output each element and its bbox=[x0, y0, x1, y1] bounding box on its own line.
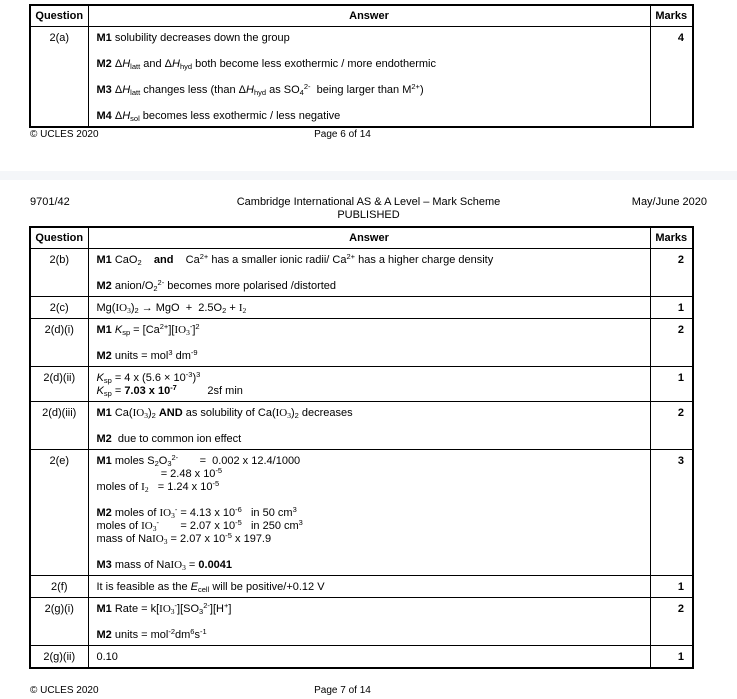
marks-cell: 2 bbox=[650, 249, 693, 297]
page7-header bbox=[0, 196, 737, 222]
copyright-text: © UCLES 2020 bbox=[30, 129, 99, 140]
table-row bbox=[30, 367, 693, 402]
paper-code: 9701/42 bbox=[30, 196, 70, 208]
answer-cell: M1 Rate = $k[IO_3^-][SO_3^{2-}][H^+]$ M2 units = $mol^{-2}dm^6s^{-1}$ bbox=[88, 598, 650, 646]
question-cell: 2(g)(i) bbox=[30, 598, 88, 646]
answer-cell: $K_{sp} = 4$ x $(5.6 \times 10^{-3})^3$ $K_{sp} = 7.03$ x $10^{-7}$ 2sf min bbox=[88, 367, 650, 402]
marks-cell: 2 bbox=[650, 402, 693, 450]
question-cell: 2(f) bbox=[30, 576, 88, 598]
question-cell: 2(b) bbox=[30, 249, 88, 297]
answer-header-cell: Answer bbox=[88, 5, 650, 27]
marks-cell: 1 bbox=[650, 297, 693, 319]
answer-header-cell: Answer bbox=[88, 227, 650, 249]
page6-footer bbox=[0, 129, 737, 143]
published-label: PUBLISHED bbox=[337, 209, 400, 221]
table-row bbox=[30, 249, 693, 297]
marks-cell: 3 bbox=[650, 450, 693, 576]
answer-cell: M1 solubility decreases down the group M2 $\Delta H_{latt}$ and $\Delta H_{hyd}$ both become less exothermic / more endothermic M3 $\Delta H_{latt}$ changes less (than $\Delta H_{hyd}$ as $SO_4^{2-}$ being larger than $M^{2+}$) M4 $\Delta H_{sol}$ becomes less exothermic / less negative bbox=[88, 27, 650, 128]
marks-cell: 2 bbox=[650, 319, 693, 367]
table-row bbox=[30, 646, 693, 669]
table-row bbox=[30, 450, 693, 576]
marks-header-cell: Marks bbox=[650, 227, 693, 249]
marks-cell: 1 bbox=[650, 576, 693, 598]
answer-cell: M1 moles $S_2O_3^{2-}$ = 0.002 x 12.4/1000 = 2.48 x $10^{-5}$ moles of $I_2 = 1.24$ x $10^{-5}$ M2 moles of $IO_3^- = 4.13$ x $10^{-6}$ in 50 $cm^3$ moles of $IO_3^-$ = 2.07 x $10^{-5}$ in 250 $cm^3$ mass of NaIO$_3$ = 2.07 x $10^{-5}$ x 197.9 M3 mass of NaIO$_3$ = 0.0041 bbox=[88, 450, 650, 576]
page7-footer bbox=[0, 685, 737, 699]
question-cell: 2(g)(ii) bbox=[30, 646, 88, 669]
marks-cell: 1 bbox=[650, 646, 693, 669]
copyright-text: © UCLES 2020 bbox=[30, 685, 99, 696]
table-row bbox=[30, 27, 693, 128]
question-header-cell: Question bbox=[30, 227, 88, 249]
page-number-text: Page 7 of 14 bbox=[314, 685, 371, 696]
document-title: Cambridge International AS & A Level – Mark Scheme bbox=[236, 196, 501, 208]
question-cell: 2(e) bbox=[30, 450, 88, 576]
table-row bbox=[30, 402, 693, 450]
answer-cell: It is feasible as the $E_{cell}$ will be positive/+0.12 V bbox=[88, 576, 650, 598]
marks-cell: 2 bbox=[650, 598, 693, 646]
question-cell: 2(c) bbox=[30, 297, 88, 319]
question-cell: 2(a) bbox=[30, 27, 88, 128]
exam-session: May/June 2020 bbox=[631, 196, 707, 208]
page-number-text: Page 6 of 14 bbox=[314, 129, 371, 140]
answer-cell: M1 CaO$_2$ and $Ca^{2+}$ has a smaller ionic radii/ $Ca^{2+}$ has a higher charge density M2 anion/$O_2^{2-}$ becomes more polarised /distorted bbox=[88, 249, 650, 297]
table-row bbox=[30, 297, 693, 319]
mark-scheme-table-page6 bbox=[29, 4, 694, 128]
question-cell: 2(d)(i) bbox=[30, 319, 88, 367]
page-gap bbox=[0, 171, 737, 180]
answer-cell: $Mg(IO_3)_2$ → MgO + $2.5O_2 + I_2$ bbox=[88, 297, 650, 319]
table-row bbox=[30, 576, 693, 598]
answer-cell: 0.10 bbox=[88, 646, 650, 669]
question-header-cell: Question bbox=[30, 5, 88, 27]
marks-cell: 4 bbox=[650, 27, 693, 128]
answer-cell: M1 $Ca(IO_3)_2$ AND as solubility of $Ca(IO_3)_2$ decreases M2 due to common ion effect bbox=[88, 402, 650, 450]
marks-cell: 1 bbox=[650, 367, 693, 402]
marks-header-cell: Marks bbox=[650, 5, 693, 27]
table-row bbox=[30, 598, 693, 646]
question-cell: 2(d)(ii) bbox=[30, 367, 88, 402]
answer-cell: M1 $K_{sp} = [Ca^{2+}][IO_3^-]^2$ M2 units = mol$^3$ $dm^{-9}$ bbox=[88, 319, 650, 367]
table-row bbox=[30, 319, 693, 367]
question-cell: 2(d)(iii) bbox=[30, 402, 88, 450]
mark-scheme-table-page7 bbox=[29, 226, 694, 669]
